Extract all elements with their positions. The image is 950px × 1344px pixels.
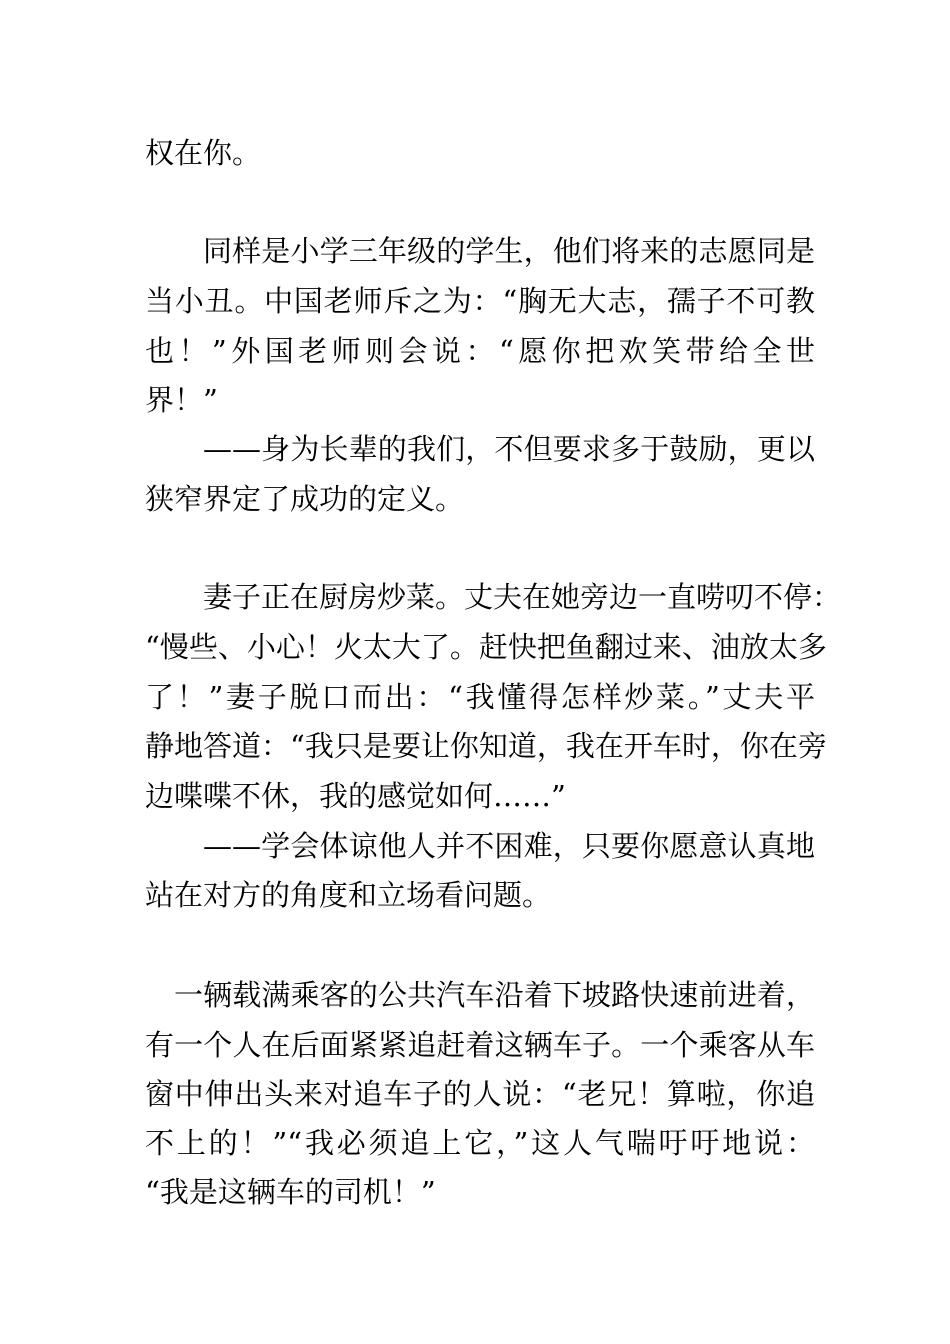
text-line: 窗中伸出头来对追车子的人说：“老兄！算啦，你追: [145, 1077, 815, 1111]
text-line: 当小丑。中国老师斥之为：“胸无大志，孺子不可教: [145, 284, 815, 318]
text-line: 边喋喋不休，我的感觉如何……”: [145, 779, 566, 813]
text-line: 站在对方的角度和立场看问题。: [145, 878, 552, 912]
text-line: 权在你。: [145, 136, 262, 170]
text-line: ——学会体谅他人并不困难，只要你愿意认真地: [203, 829, 815, 863]
text-line: “我是这辆车的司机！”: [145, 1175, 436, 1209]
text-line: 同样是小学三年级的学生，他们将来的志愿同是: [203, 234, 815, 268]
text-line: 也！”外国老师则会说：“愿你把欢笑带给全世: [145, 334, 815, 368]
text-line: 静地答道：“我只是要让你知道，我在开车时，你在旁: [145, 729, 827, 763]
text-line: 狭窄界定了成功的定义。: [145, 482, 465, 516]
text-line: “慢些、小心！火太大了。赶快把鱼翻过来、油放太多: [145, 630, 827, 664]
text-line: 有一个人在后面紧紧追赶着这辆车子。一个乘客从车: [145, 1028, 815, 1062]
text-line: 一辆载满乘客的公共汽车沿着下坡路快速前进着，: [174, 978, 815, 1012]
text-line: 了！”妻子脱口而出：“我懂得怎样炒菜。”丈夫平: [145, 680, 815, 714]
text-line: ——身为长辈的我们，不但要求多于鼓励，更以: [203, 432, 815, 466]
text-line: 不上的！”“我必须追上它，”这人气喘吁吁地说：: [145, 1126, 815, 1160]
text-line: 界！”: [145, 383, 218, 417]
text-line: 妻子正在厨房炒菜。丈夫在她旁边一直唠叨不停：: [203, 580, 842, 614]
